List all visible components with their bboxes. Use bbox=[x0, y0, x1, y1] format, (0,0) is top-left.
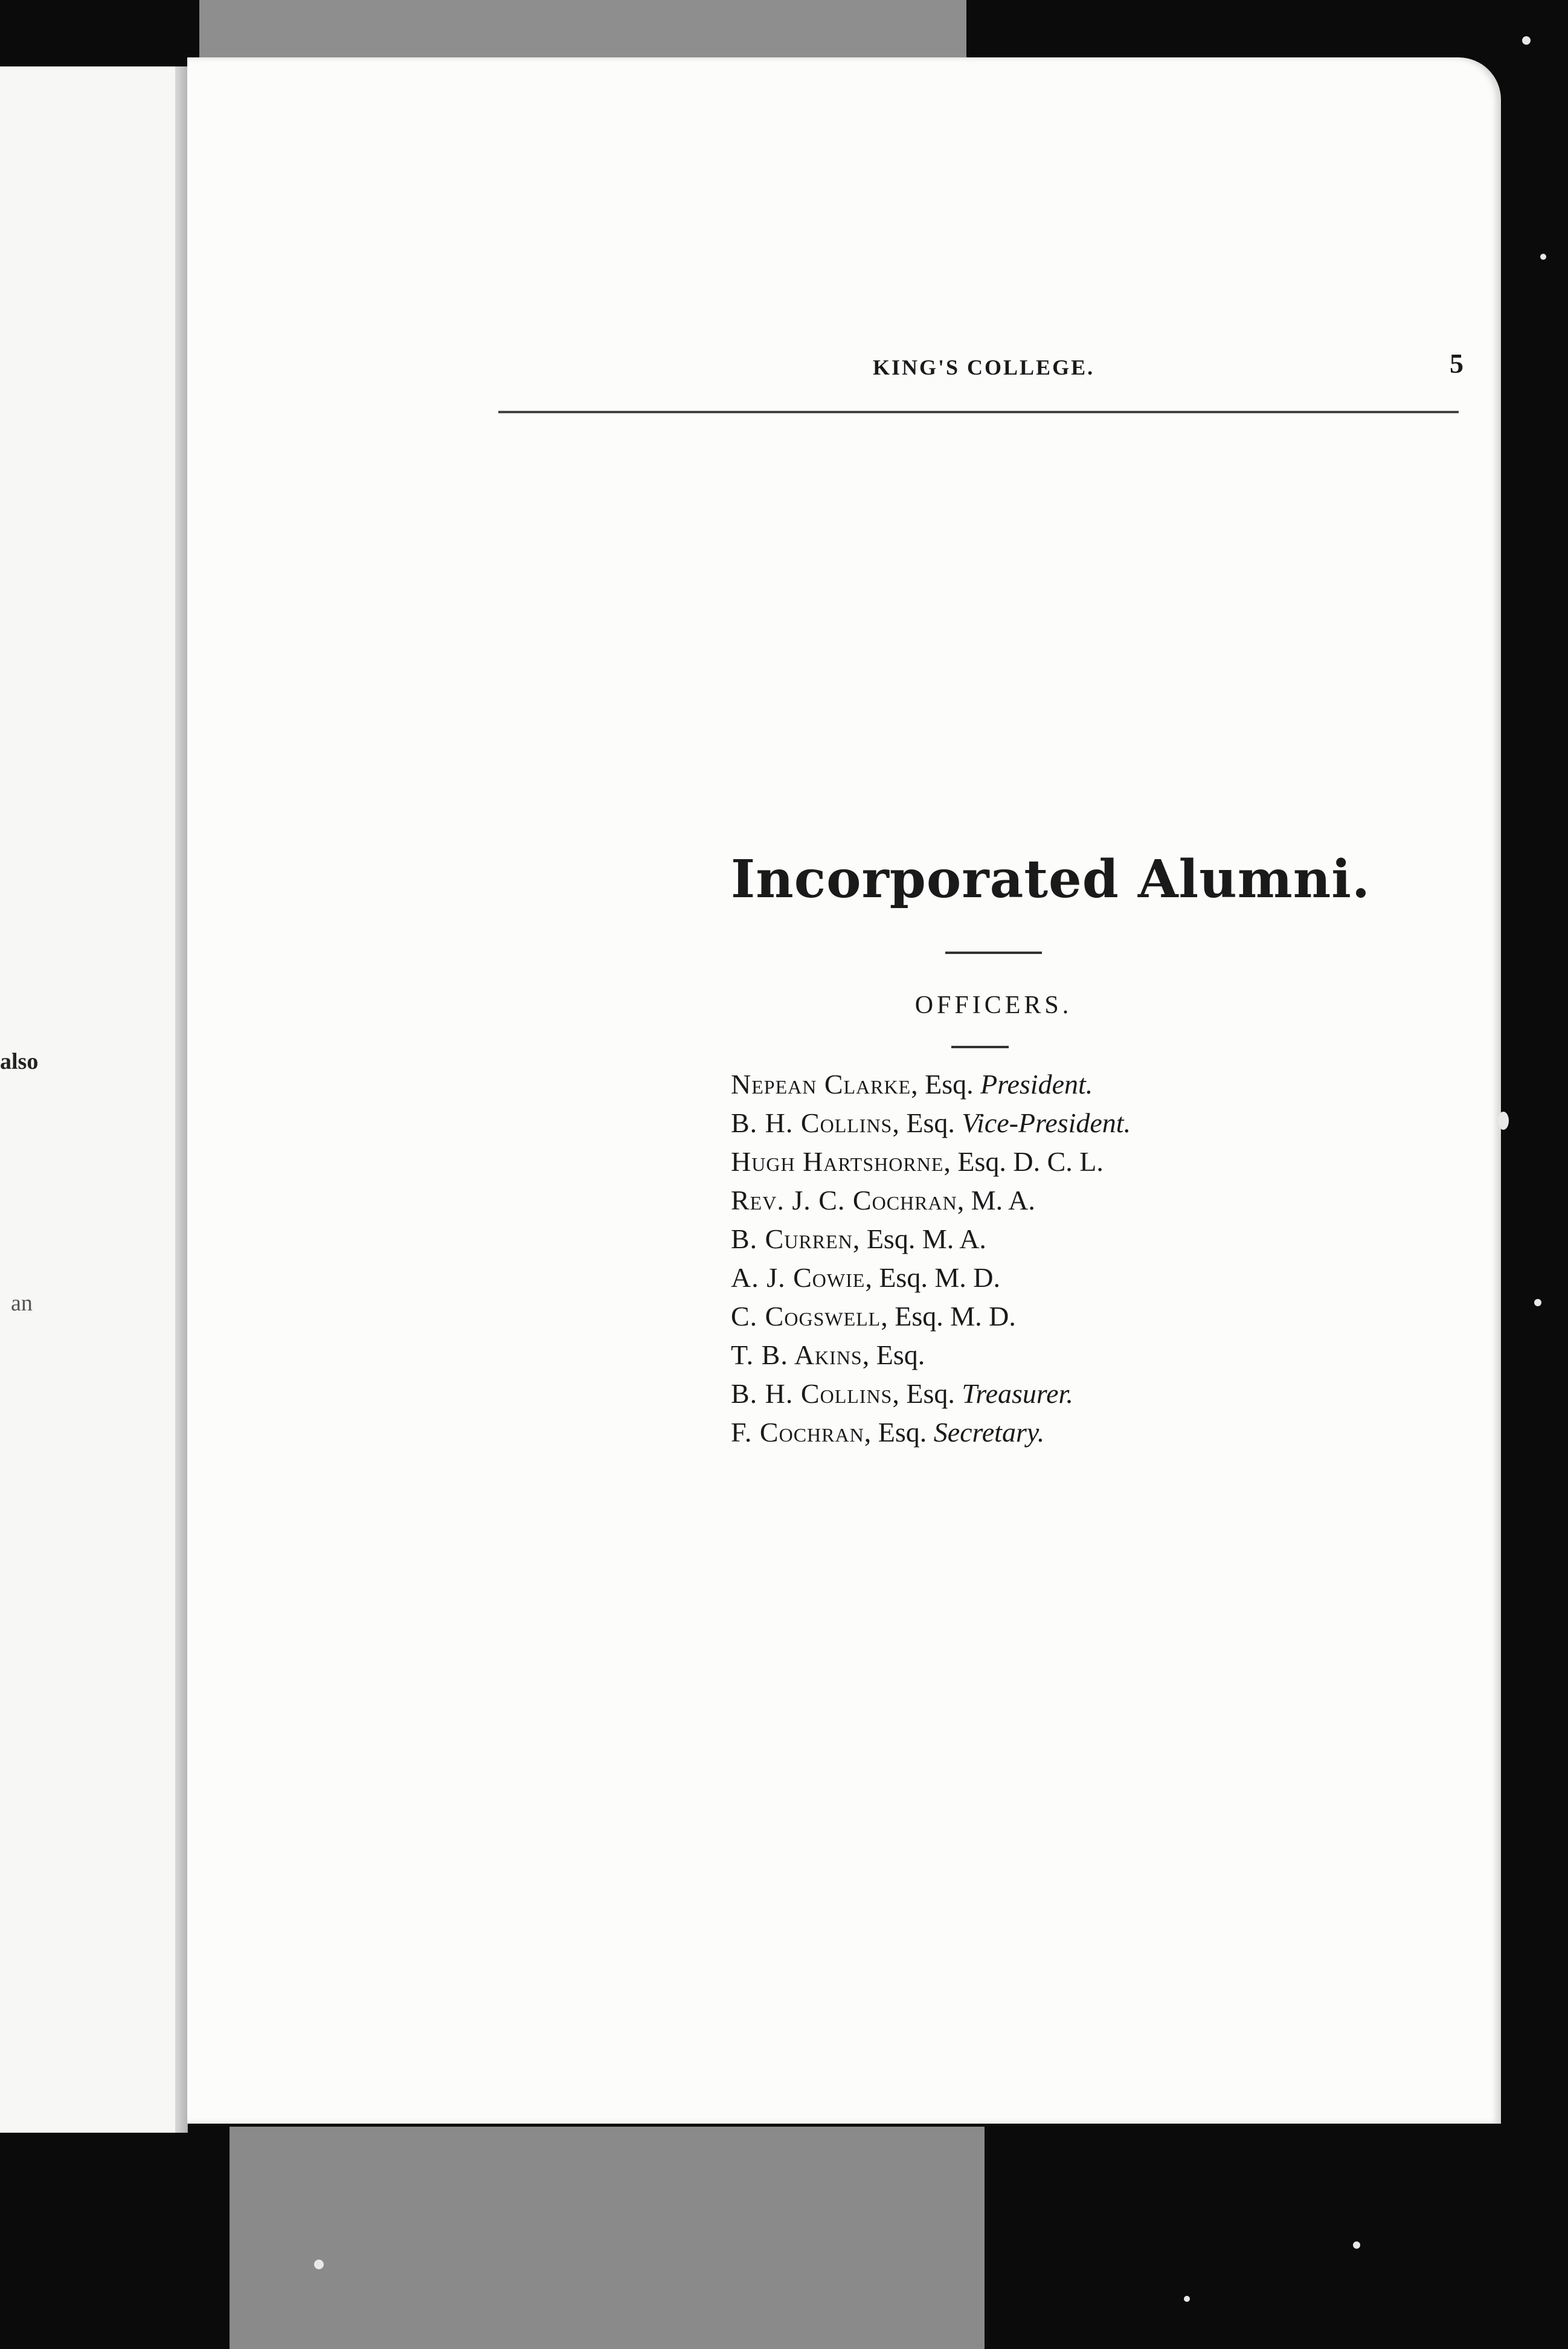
officer-name: Nepean Clarke bbox=[731, 1069, 911, 1100]
officer-suffix: , M. A. bbox=[957, 1185, 1035, 1216]
dust-speck bbox=[1353, 2241, 1360, 2249]
officer-entry bbox=[731, 1142, 1274, 1181]
officer-name: T. B. Akins bbox=[731, 1339, 863, 1370]
officer-name: C. Cogswell bbox=[731, 1301, 881, 1332]
officer-name: Rev. J. C. Cochran bbox=[731, 1185, 957, 1216]
dust-speck bbox=[1498, 1112, 1509, 1130]
officer-entry bbox=[731, 1413, 1274, 1452]
running-title: KING'S COLLEGE. bbox=[873, 355, 1095, 379]
subtitle-rule bbox=[951, 1046, 1009, 1048]
gutter-shadow bbox=[175, 66, 187, 2133]
header-rule bbox=[498, 411, 1459, 413]
section-title: Incorporated Alumni. bbox=[731, 849, 1370, 910]
officer-role: President. bbox=[980, 1069, 1093, 1100]
officer-suffix: , Esq. bbox=[911, 1069, 981, 1100]
running-header bbox=[495, 347, 1462, 390]
title-rule bbox=[945, 952, 1042, 954]
officer-role: Secretary. bbox=[933, 1417, 1045, 1448]
officer-suffix: , Esq. D. C. L. bbox=[943, 1146, 1104, 1177]
section-subtitle: OFFICERS. bbox=[914, 991, 1073, 1019]
book-page bbox=[187, 57, 1501, 2124]
officer-entry bbox=[731, 1181, 1274, 1220]
facing-page-edge bbox=[0, 66, 188, 2133]
officer-entry bbox=[731, 1336, 1274, 1374]
officer-role: Treasurer. bbox=[962, 1378, 1073, 1409]
officer-name: B. H. Collins bbox=[731, 1378, 893, 1409]
officer-role: Vice-President. bbox=[962, 1107, 1131, 1138]
dust-speck bbox=[1522, 36, 1531, 45]
officer-name: F. Cochran bbox=[731, 1417, 864, 1448]
scanner-strip-bottom bbox=[230, 2127, 985, 2349]
facing-page-fragment: an bbox=[11, 1290, 33, 1316]
officer-name: B. Curren bbox=[731, 1223, 853, 1254]
officer-suffix: , Esq. M. D. bbox=[865, 1262, 1000, 1293]
officer-name: Hugh Hartshorne bbox=[731, 1146, 944, 1177]
officer-suffix: , Esq. M. D. bbox=[881, 1301, 1016, 1332]
officer-entry bbox=[731, 1065, 1274, 1104]
dust-speck bbox=[1534, 1299, 1541, 1306]
officers-list bbox=[731, 1065, 1274, 1452]
officer-suffix: , Esq. M. A. bbox=[852, 1223, 986, 1254]
dust-speck bbox=[314, 2260, 324, 2269]
dust-speck bbox=[1184, 2296, 1190, 2302]
officer-name: B. H. Collins bbox=[731, 1107, 893, 1138]
officer-suffix: , Esq. bbox=[892, 1107, 962, 1138]
page-number: 5 bbox=[1450, 348, 1464, 379]
officer-entry bbox=[731, 1374, 1274, 1413]
officer-entry bbox=[731, 1220, 1274, 1258]
officer-suffix: , Esq. bbox=[892, 1378, 962, 1409]
officer-name: A. J. Cowie bbox=[731, 1262, 866, 1293]
officer-suffix: , Esq. bbox=[864, 1417, 934, 1448]
dust-speck bbox=[1540, 254, 1546, 260]
officer-suffix: , Esq. bbox=[862, 1339, 925, 1370]
officer-entry bbox=[731, 1258, 1274, 1297]
officer-entry bbox=[731, 1104, 1274, 1142]
officer-entry bbox=[731, 1297, 1274, 1336]
facing-page-fragment: also bbox=[0, 1049, 39, 1074]
